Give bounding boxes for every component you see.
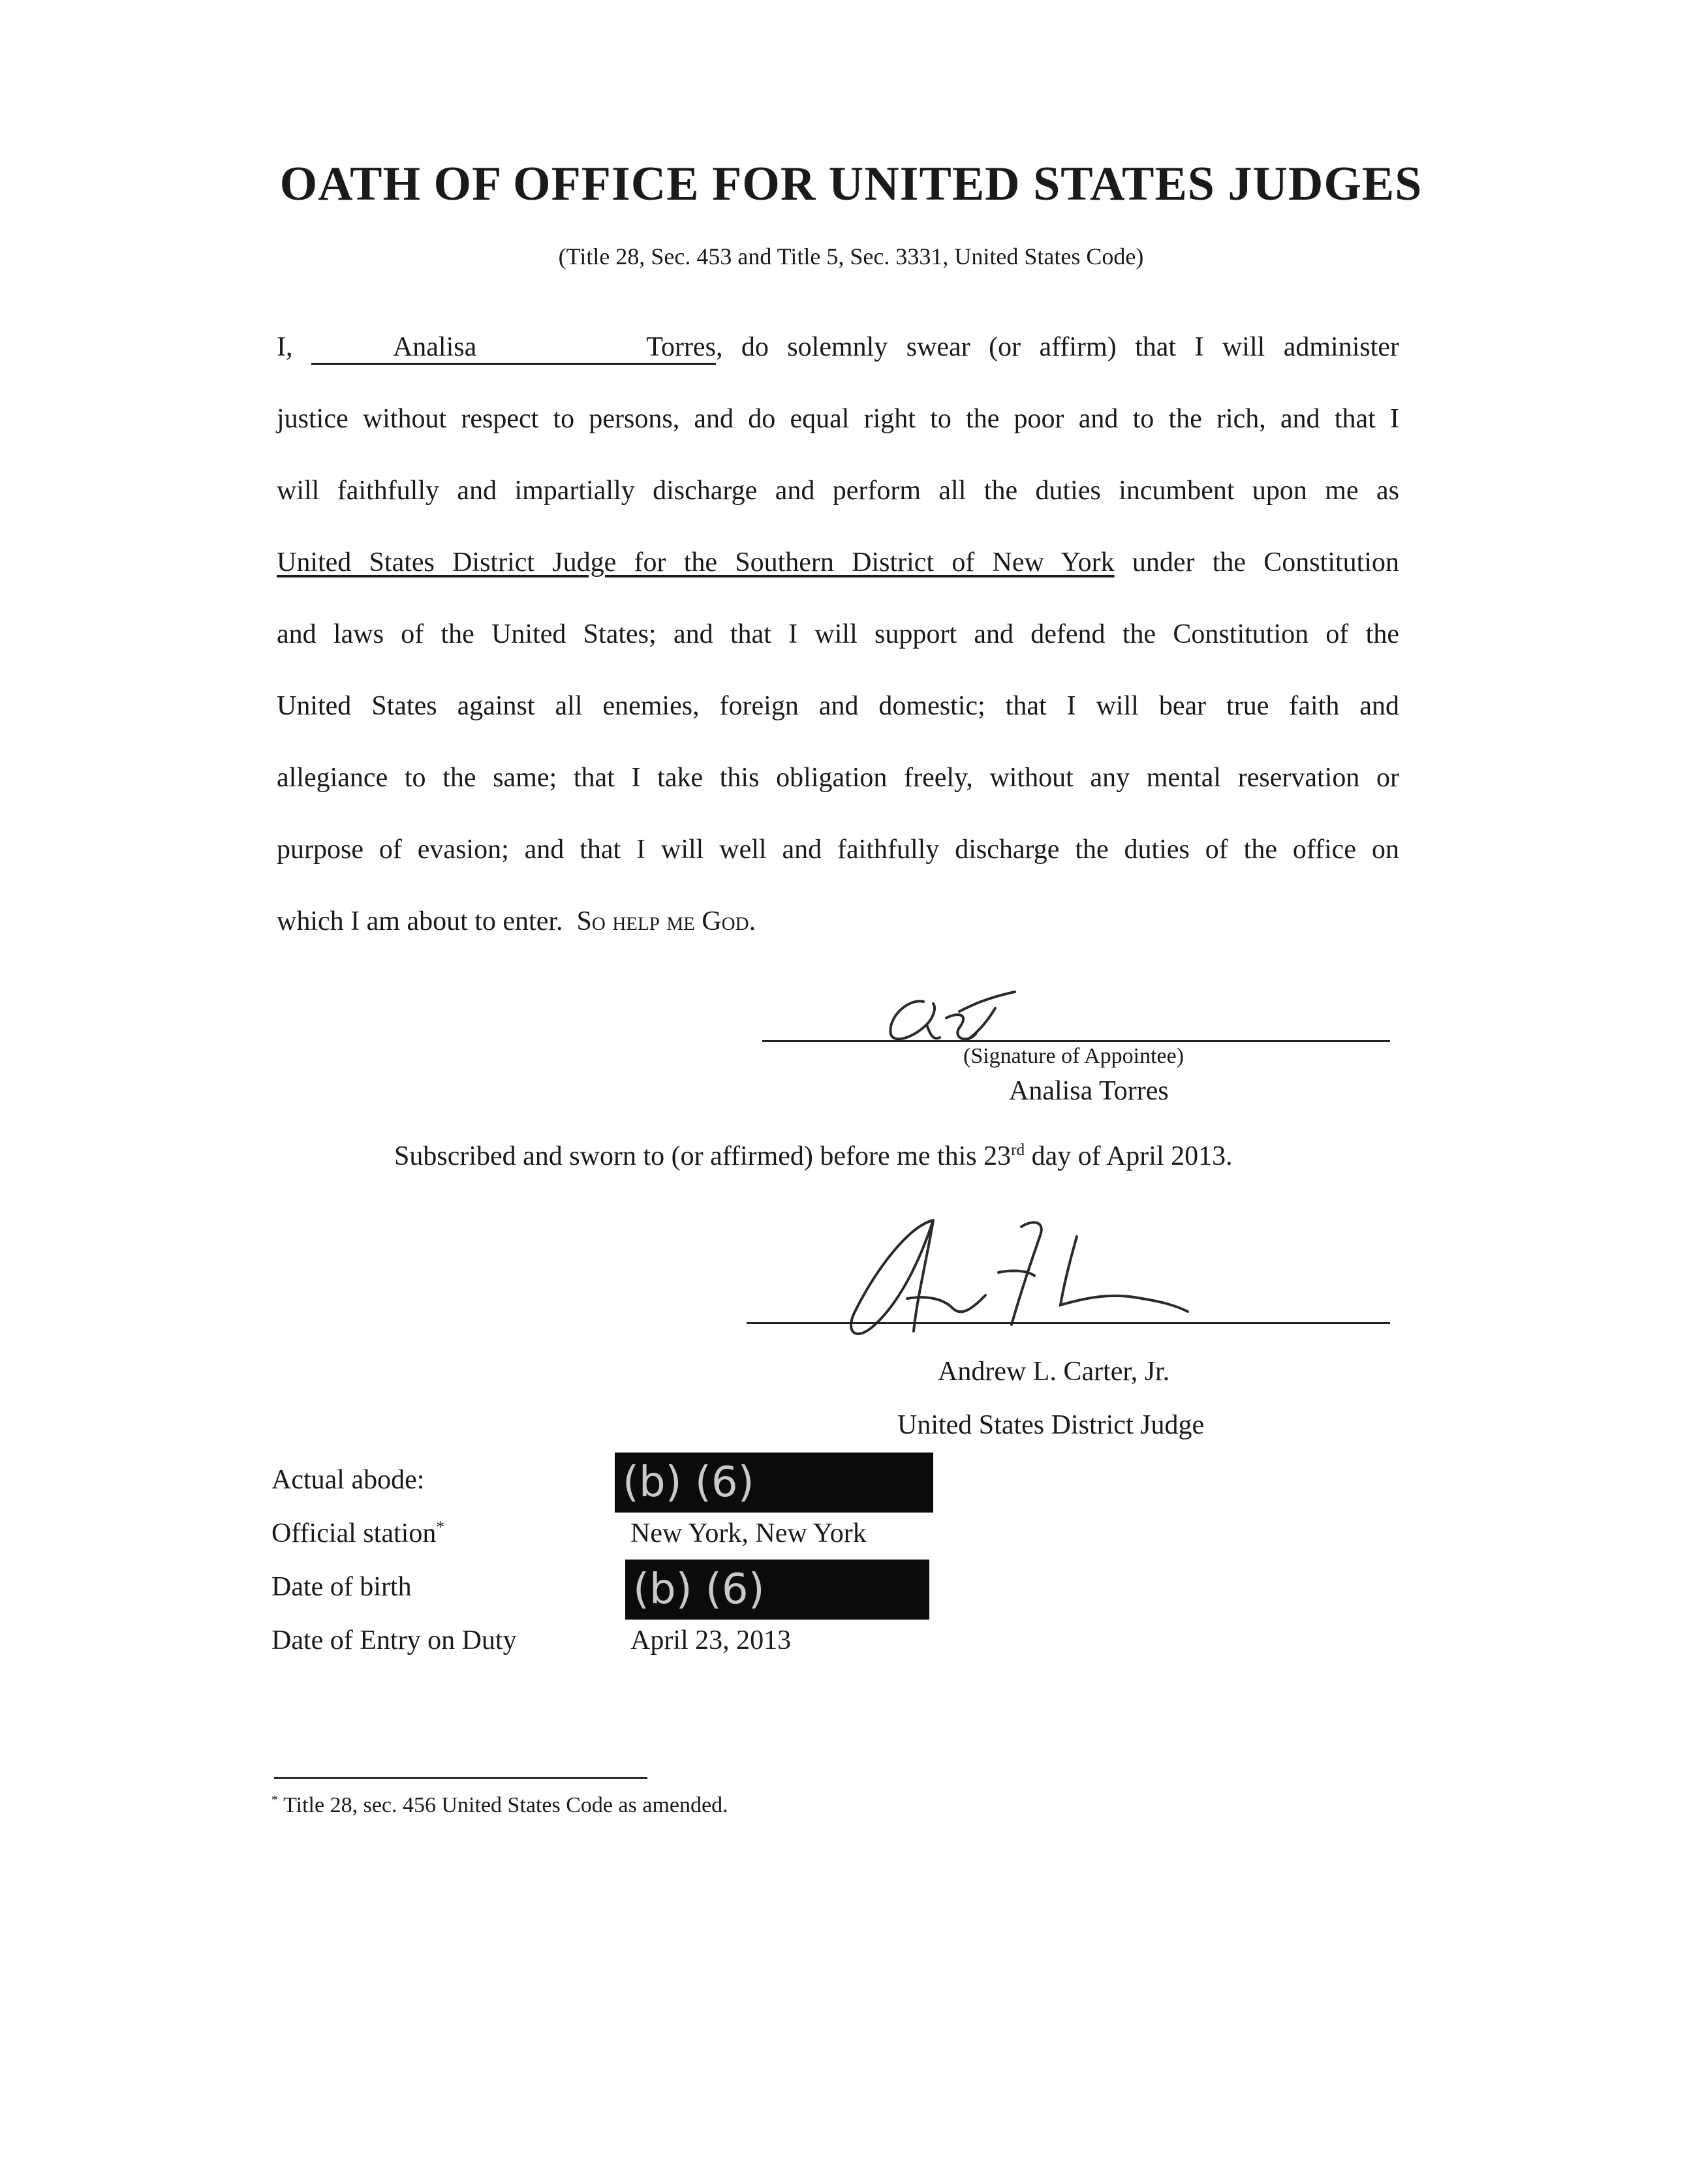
entry-label: Date of Entry on Duty [271,1625,517,1655]
footnote [271,1793,728,1818]
footnote-rule [274,1777,647,1779]
entry-value: April 23, 2013 [630,1625,792,1655]
officiant-signature-line [747,1322,1390,1324]
oath-line1-end: , do solemnly swear (or affirm) that I will administer [715,332,1400,362]
sworn-text-before: Subscribed and sworn to (or affirmed) before me this 23 [394,1141,1012,1171]
oath-line-3: will faithfully and impartially discharge and perform all the duties incumbent upon me as [277,476,1399,506]
footnote-mark: * [271,1792,279,1807]
sworn-text-after: day of April 2013. [1025,1141,1233,1171]
office-title: United States District Judge for the Southern District of New York [277,547,1115,577]
oath-line-5: and laws of the United States; and that I will support and defend the Constitution of the [277,619,1399,649]
oath-line4-end: under the Constitution [1132,547,1399,577]
appointee-printed-name: Analisa Torres [1009,1076,1169,1106]
station-value: New York, New York [630,1518,867,1548]
officiant-title: United States District Judge [897,1410,1205,1440]
oath-line-9 [277,906,756,937]
sworn-statement [394,1141,1233,1172]
dob-redaction: (b) (6) [625,1560,929,1620]
oath-line-6: United States against all enemies, foreign and domestic; that I will bear true faith and [277,691,1399,721]
oath-line-1 [277,331,1399,365]
abode-label: Actual abode: [271,1465,425,1495]
signature-label: (Signature of Appointee) [963,1044,1184,1068]
station-label [271,1518,444,1549]
oath-closing: So help me God. [576,906,756,936]
document-subtitle: (Title 28, Sec. 453 and Title 5, Sec. 3331, United States Code) [558,243,1144,269]
oath-line9-text: which I am about to enter. [277,906,563,936]
dob-label: Date of birth [271,1572,412,1602]
sworn-ordinal: rd [1011,1141,1025,1159]
abode-redaction: (b) (6) [615,1453,933,1513]
appointee-name-field: Analisa Torres [311,331,716,365]
appointee-signature-line [762,1040,1390,1042]
document-title: OATH OF OFFICE FOR UNITED STATES JUDGES [279,157,1423,211]
officiant-signature-image [835,1201,1305,1351]
oath-line1-start: I, [277,332,293,362]
oath-line-4 [277,547,1399,578]
footnote-text: Title 28, sec. 456 United States Code as amended. [278,1793,728,1817]
oath-line-7: allegiance to the same; that I take this obligation freely, without any mental reservation or [277,763,1399,793]
station-label-text: Official station [271,1518,437,1548]
oath-line-2: justice without respect to persons, and do equal right to the poor and to the rich, and that I [277,404,1399,434]
oath-line-8: purpose of evasion; and that I will well and faithfully discharge the duties of the office on [277,835,1399,865]
officiant-name: Andrew L. Carter, Jr. [938,1357,1170,1387]
station-asterisk: * [436,1518,444,1536]
